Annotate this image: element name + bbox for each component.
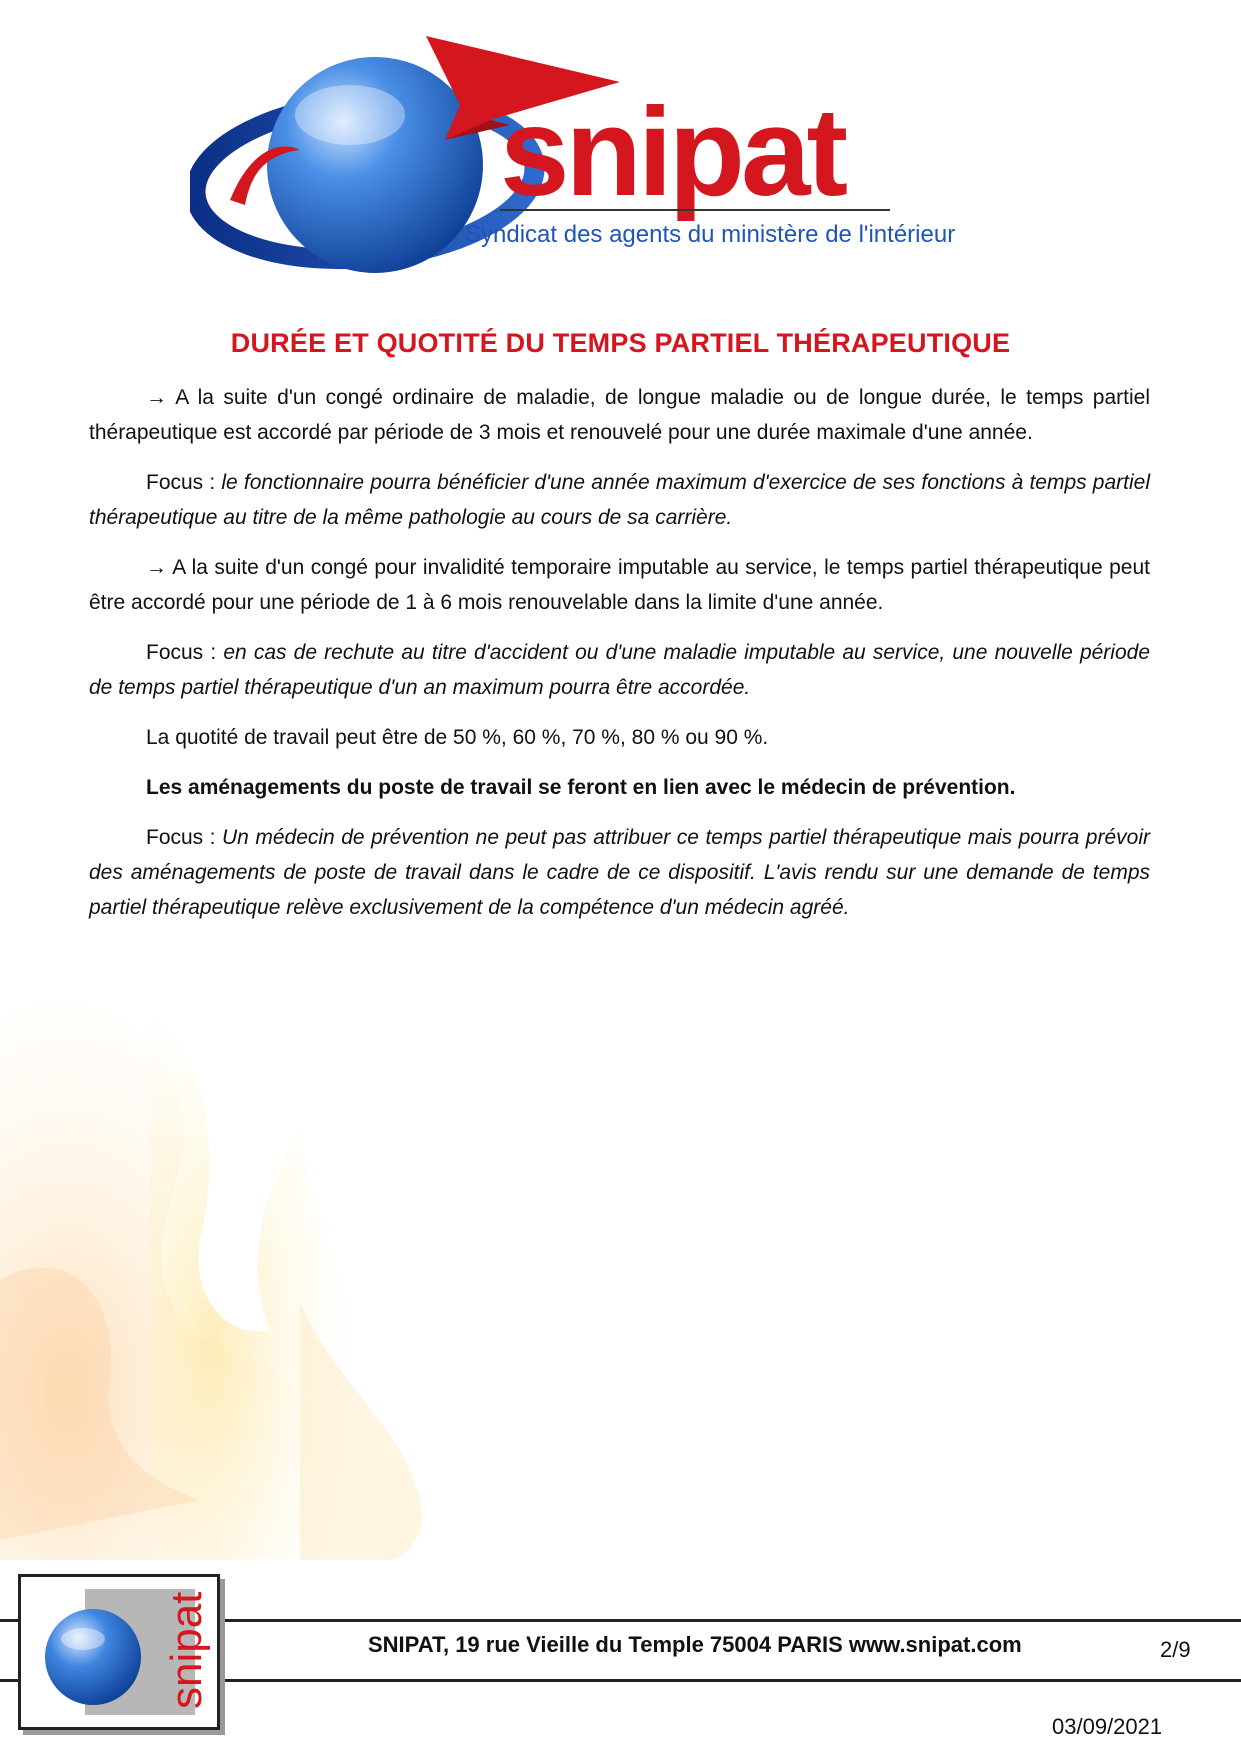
document-body — [89, 380, 1150, 940]
footer-address: SNIPAT, 19 rue Vieille du Temple 75004 PARIS www.snipat.com — [368, 1632, 1022, 1657]
document-date: 03/09/2021 — [1052, 1714, 1163, 1739]
paragraph-temporary-invalidity: → A la suite d'un congé pour invalidité temporaire imputable au service, le temps partiel thérapeutique peut être accordé pour une période de 1 à 6 mois renouvelable dans la limite d'une année. — [89, 556, 1150, 614]
paragraph-quotity: La quotité de travail peut être de 50 %, 60 %, 70 %, 80 % ou 90 %. — [146, 726, 769, 749]
focus-text: en cas de rechute au titre d'accident ou d'une maladie imputable au service, une nouvelle période de temps partiel thérapeutique d'un an maximum pourra être accordée. — [89, 641, 1150, 699]
focus-label: Focus : — [146, 471, 222, 494]
focus-note-3 — [89, 820, 1150, 925]
focus-label: Focus : — [146, 641, 224, 664]
focus-label: Focus : — [146, 826, 223, 849]
focus-text: Un médecin de prévention ne peut pas attribuer ce temps partiel thérapeutique mais pourra prévoir des aménagements de poste de travail dans le cadre de ce dispositif. L'avis rendu sur une demande de temps partiel thérapeutique relève exclusivement de la compétence d'un médecin agréé. — [89, 826, 1150, 919]
snipat-logo — [190, 30, 1030, 310]
footer-logo-wordmark: snipat — [162, 1591, 211, 1709]
footer-logo-box — [18, 1574, 220, 1730]
paragraph-ordinary-leave: → A la suite d'un congé ordinaire de maladie, de longue maladie ou de longue durée, le temps partiel thérapeutique est accordé par période de 3 mois et renouvelé pour une durée maximale d'une année. — [89, 386, 1150, 444]
logo-tagline: Syndicat des agents du ministère de l'intérieur — [465, 221, 956, 248]
focus-text: le fonctionnaire pourra bénéficier d'une année maximum d'exercice de ses fonctions à temps partiel thérapeutique au titre de la même pathologie au cours de sa carrière. — [89, 471, 1150, 529]
page-title: DURÉE ET QUOTITÉ DU TEMPS PARTIEL THÉRAPEUTIQUE — [230, 328, 1011, 358]
focus-note-1 — [89, 465, 1150, 535]
focus-note-2 — [89, 635, 1150, 705]
paragraph-workstation: Les aménagements du poste de travail se feront en lien avec le médecin de prévention. — [146, 776, 1016, 799]
logo-wordmark: snipat — [500, 83, 845, 222]
page-number: 2/9 — [1160, 1637, 1191, 1662]
footer-logo — [21, 1577, 217, 1727]
